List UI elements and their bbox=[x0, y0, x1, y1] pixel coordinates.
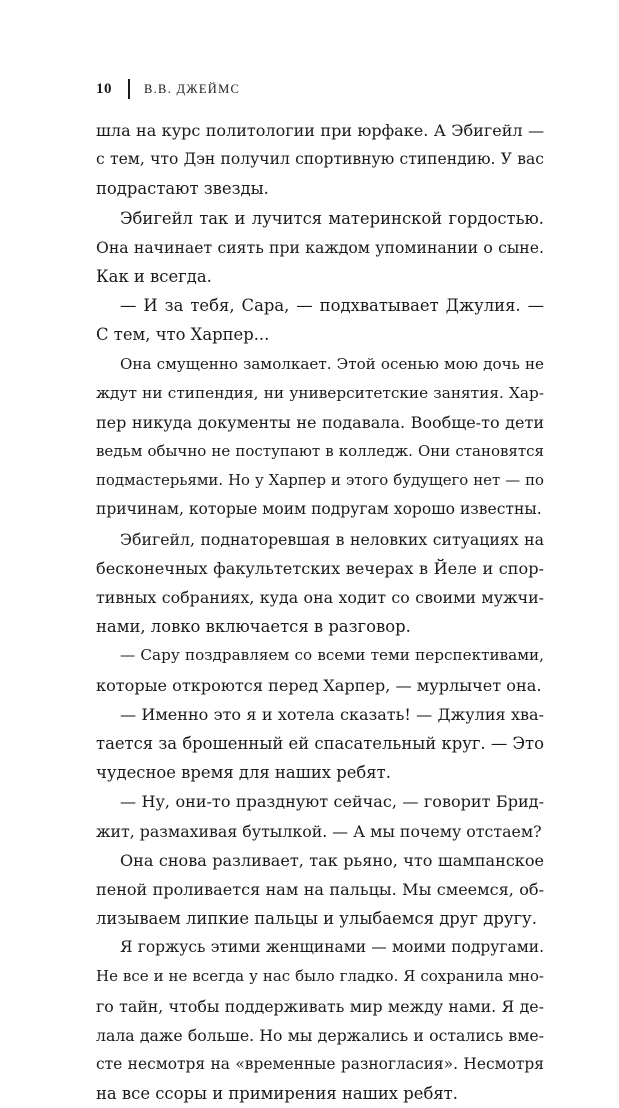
text-line: лала даже больше. Но мы держались и остались вме- bbox=[96, 1025, 544, 1045]
text-line: Эбигейл, поднаторевшая в неловких ситуациях на bbox=[120, 529, 544, 549]
text-line: Эбигейл так и лучится материнской гордостью. bbox=[120, 208, 544, 228]
text-line: Не все и не всегда у нас было гладко. Я сохранила мно- bbox=[96, 967, 544, 986]
text-line: го тайн, чтобы поддерживать мир между нами. Я де- bbox=[96, 996, 544, 1016]
text-line: жит, размахивая бутылкой. — А мы почему отстаем? bbox=[96, 821, 542, 841]
text-line: Она снова разливает, так рьяно, что шампанское bbox=[120, 850, 544, 870]
text-line: Она смущенно замолкает. Этой осенью мою дочь не bbox=[120, 354, 544, 373]
text-line: подмастерьями. Но у Харпер и этого будущего нет — по bbox=[96, 471, 544, 490]
page-header bbox=[96, 78, 240, 100]
text-line: подрастают звезды. bbox=[96, 179, 269, 199]
text-line: которые откроются перед Харпер, — мурлычет она. bbox=[96, 675, 542, 695]
text-line: пер никуда документы не подавала. Вообще-то дети bbox=[96, 412, 544, 432]
text-line: — Сару поздравляем со всеми теми перспективами, bbox=[120, 646, 544, 665]
body-text bbox=[96, 116, 544, 1108]
text-line: — И за тебя, Сара, — подхватывает Джулия. — bbox=[120, 296, 544, 316]
text-line: Она начинает сиять при каждом упоминании о сыне. bbox=[96, 237, 544, 257]
running-head: В.В. ДЖЕЙМС bbox=[144, 81, 241, 96]
text-line: ведьм обычно не поступают в колледж. Они становятся bbox=[96, 442, 544, 461]
text-line: бесконечных факультетских вечерах в Йеле и спор- bbox=[96, 558, 544, 578]
text-line: на все ссоры и примирения наших ребят. bbox=[96, 1084, 458, 1104]
header-divider bbox=[128, 79, 130, 99]
text-line: — Ну, они-то празднуют сейчас, — говорит Брид- bbox=[120, 792, 544, 812]
text-line: пеной проливается нам на пальцы. Мы смеемся, об- bbox=[96, 879, 544, 899]
text-line: тивных собраниях, куда она ходит со своими мужчи- bbox=[96, 588, 544, 607]
text-line: тается за брошенный ей спасательный круг. — Это bbox=[96, 733, 544, 753]
text-line: сте несмотря на «временные разногласия». Несмотря bbox=[96, 1055, 544, 1073]
text-line: ждут ни стипендия, ни университетские занятия. Хар- bbox=[96, 383, 544, 402]
text-line: нами, ловко включается в разговор. bbox=[96, 617, 411, 637]
text-line: — Именно это я и хотела сказать! — Джулия хва- bbox=[120, 704, 544, 724]
text-line: Как и всегда. bbox=[96, 266, 212, 286]
text-line: чудесное время для наших ребят. bbox=[96, 763, 391, 783]
text-line: причинам, которые моим подругам хорошо известны. bbox=[96, 500, 542, 519]
text-line: с тем, что Дэн получил спортивную стипендию. У вас bbox=[96, 150, 544, 169]
text-line: Я горжусь этими женщинами — моими подругами. bbox=[120, 938, 544, 957]
page-number: 10 bbox=[96, 80, 112, 97]
text-line: С тем, что Харпер... bbox=[96, 325, 270, 345]
text-line: лизываем липкие пальцы и улыбаемся друг другу. bbox=[96, 909, 537, 929]
text-line: шла на курс политологии при юрфаке. А Эбигейл — bbox=[96, 121, 544, 140]
